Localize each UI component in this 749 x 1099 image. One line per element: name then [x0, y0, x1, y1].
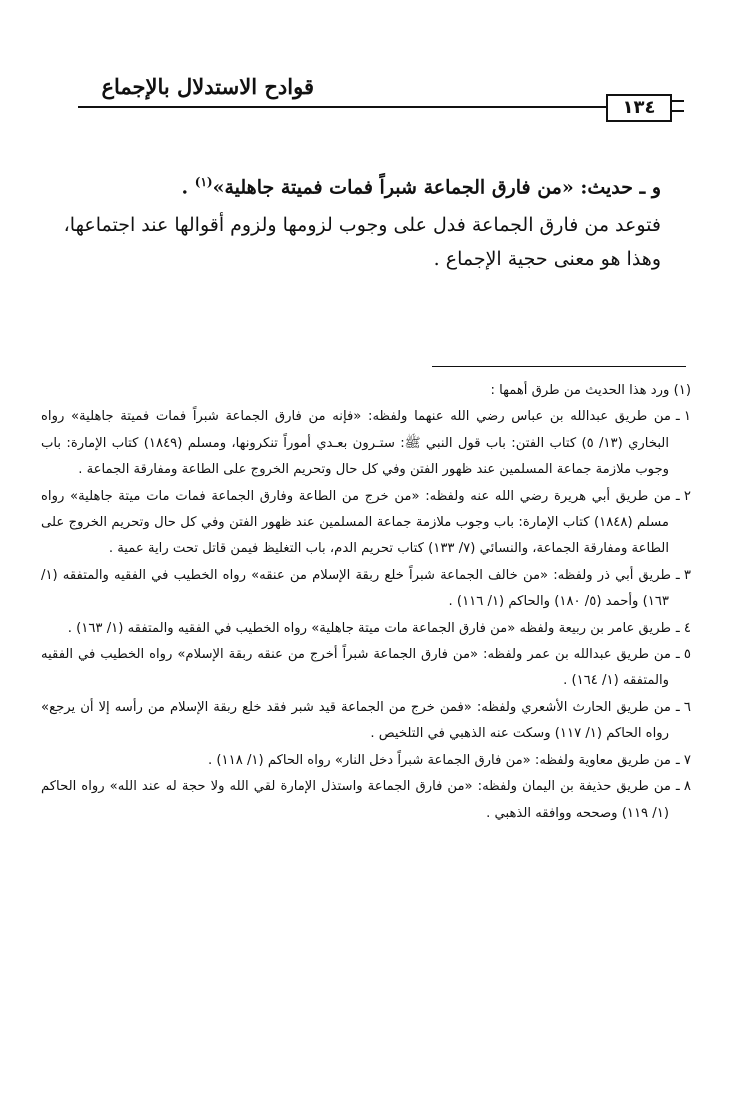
footnote-item — [41, 616, 691, 642]
footnote-item-number: ٨ ـ — [675, 779, 691, 795]
footnote-item-text: من طريق عبدالله بن عباس رضي الله عنهما ولفظه: «فإنه من فارق الجماعة شبراً فمات فميتة جاهلية» رواه البخاري (١٣/ ٥) كتاب الفتن: باب قول النبي ﷺ: ستـرون بعـدي أموراً تنكرونها، ومسلم (١٨٤٩) كتاب الإمارة: باب وجوب ملازمة جماعة المسلمين عند ظهور الفتن وفي كل حال وتحريم الخروج على الطاعة ومفارقة الجماعة . — [41, 409, 671, 478]
footnote-item — [41, 404, 691, 483]
footnote-item — [41, 774, 691, 827]
page-number-ornament — [672, 100, 684, 112]
paragraph-text: فتوعد من فارق الجماعة فدل على وجوب لزومها ولزوم أقوالها عند اجتماعها، وهذا هو معنى حجية الإجماع . — [63, 214, 661, 270]
footnote-item-text: من طريق عبدالله بن عمر ولفظه: «من فارق الجماعة شبراً أخرج من عنقه ربقة الإسلام» رواه الخطيب في الفقيه والمتفقه (١/ ١٦٤) . — [41, 647, 671, 689]
footnote-item — [41, 748, 691, 774]
running-title: قوادح الاستدلال بالإجماع — [101, 74, 314, 99]
footnote-ref: (١) — [194, 175, 213, 189]
footnote-item-text: من طريق معاوية ولفظه: «من فارق الجماعة شبراً دخل النار» رواه الحاكم (١/ ١١٨) . — [208, 752, 671, 768]
footnote-item — [41, 484, 691, 563]
footnote-item-text: من طريق حذيفة بن اليمان ولفظه: «من فارق الجماعة واستذل الإمارة لقي الله ولا حجة له عند الله» رواه الحاكم (١/ ١١٩) وصححه ووافقه الذهبي . — [41, 779, 671, 821]
footnote-separator — [432, 366, 686, 367]
footnote-item-number: ٢ ـ — [675, 488, 691, 504]
footnote-item-text: طريق أبي ذر ولفظه: «من خالف الجماعة شبراً خلع ربقة الإسلام من عنقه» رواه الخطيب في الفقيه والمتفقه (١/ ١٦٣) وأحمد (٥/ ١٨٠) والحاكم (١/ ١١٦) . — [41, 567, 671, 610]
footnote-item-number: ٣ ـ — [675, 567, 691, 583]
hadith-text: و ـ حديث: «من فارق الجماعة شبراً فمات فميتة جاهلية» — [212, 176, 661, 199]
footnote-intro: (١) ورد هذا الحديث من طرق أهمها : — [490, 383, 691, 398]
footnote-item-number: ٦ ـ — [675, 699, 691, 715]
footnote-item-text: طريق عامر بن ربيعة ولفظه «من فارق الجماعة مات ميتة جاهلية» رواه الخطيب في الفقيه والمتفقه (١/ ١٦٣) . — [67, 620, 671, 636]
hadith-heading — [61, 165, 661, 204]
footnote-item-text: من طريق الحارث الأشعري ولفظه: «فمن خرج من الجماعة قيد شبر فقد خلع ربقة الإسلام من رأسه إلا أن يرجع» رواه الحاكم (١/ ١١٧) وسكت عنه الذهبي في التلخيص . — [41, 699, 671, 742]
body-paragraph — [61, 208, 661, 276]
footnote-item — [41, 695, 691, 748]
footnote-item-number: ٧ ـ — [675, 752, 691, 768]
footnote-item-number: ٤ ـ — [675, 620, 691, 636]
header-rule — [78, 106, 606, 108]
footnote-item — [41, 642, 691, 695]
page-number: ١٣٤ — [606, 94, 672, 122]
hadith-end: . — [181, 176, 195, 199]
footnotes — [41, 378, 691, 827]
footnote-item — [41, 563, 691, 616]
footnote-item-text: من طريق أبي هريرة رضي الله عنه ولفظه: «من خرج من الطاعة وفارق الجماعة فمات مات ميتة جاهلية» رواه مسلم (١٨٤٨) كتاب الإمارة: باب وجوب ملازمة جماعة المسلمين عند ظهور الفتن وفي كل حال وتحريم الخروج على الطاعة ومفارقة الجماعة، والنسائي (٧/ ١٣٣) كتاب تحريم الدم، باب التغليظ فيمن قاتل تحت راية عمية . — [41, 488, 671, 557]
footnote-item-number: ١ ـ — [675, 409, 691, 425]
footnote-item-number: ٥ ـ — [675, 647, 691, 663]
